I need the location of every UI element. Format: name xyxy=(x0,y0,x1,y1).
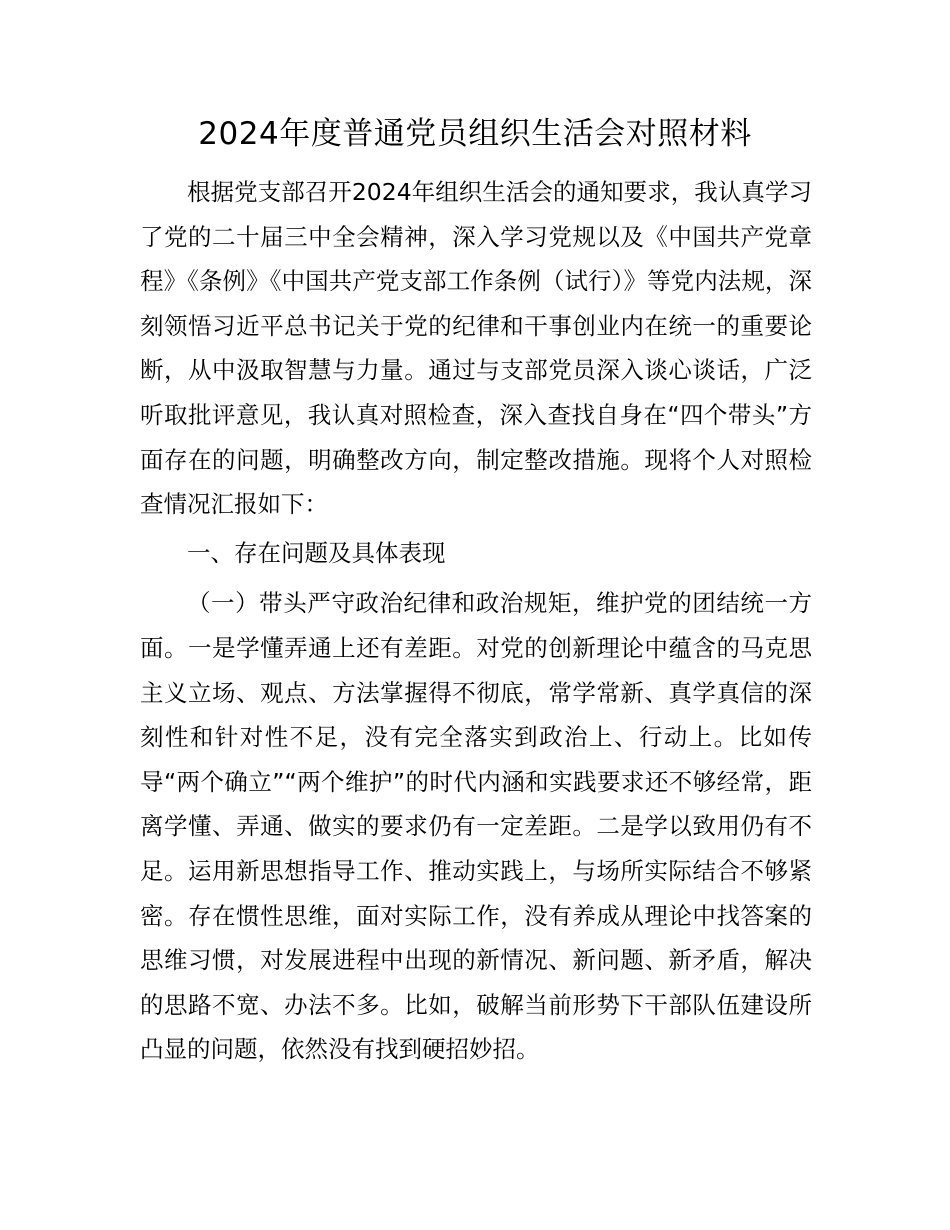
document-body xyxy=(140,170,812,1072)
intro-paragraph: 根据党支部召开2024年组织生活会的通知要求，我认真学习了党的二十届三中全会精神，深入学习党规以及《中国共产党章程》《条例》《中国共产党支部工作条例（试行）》等党内法规，深刻领悟习近平总书记关于党的纪律和干事创业内在统一的重要论断，从中汲取智慧与力量。通过与支部党员深入谈心谈话，广泛听取批评意见，我认真对照检查，深入查找自身在“四个带头”方面存在的问题，明确整改方向，制定整改措施。现将个人对照检查情况汇报如下： xyxy=(140,178,812,519)
document-title: 2024年度普通党员组织生活会对照材料 xyxy=(198,116,752,152)
section-paragraph: （一）带头严守政治纪律和政治规矩，维护党的团结统一方面。一是学懂弄通上还有差距。对党的创新理论中蕴含的马克思主义立场、观点、方法掌握得不彻底，常学常新、真学真信的深刻性和针对性不足，没有完全落实到政治上、行动上。比如传导“两个确立”“两个维护”的时代内涵和实践要求还不够经常，距离学懂、弄通、做实的要求仍有一定差距。二是学以致用仍有不足。运用新思想指导工作、推动实践上，与场所实际结合不够紧密。存在惯性思维，面对实际工作，没有养成从理论中找答案的思维习惯，对发展进程中出现的新情况、新问题、新矛盾，解决的思路不宽、办法不多。比如，破解当前形势下干部队伍建设所凸显的问题，依然没有找到硬招妙招。 xyxy=(140,589,812,1064)
section-heading: 一、存在问题及具体表现 xyxy=(187,538,446,567)
